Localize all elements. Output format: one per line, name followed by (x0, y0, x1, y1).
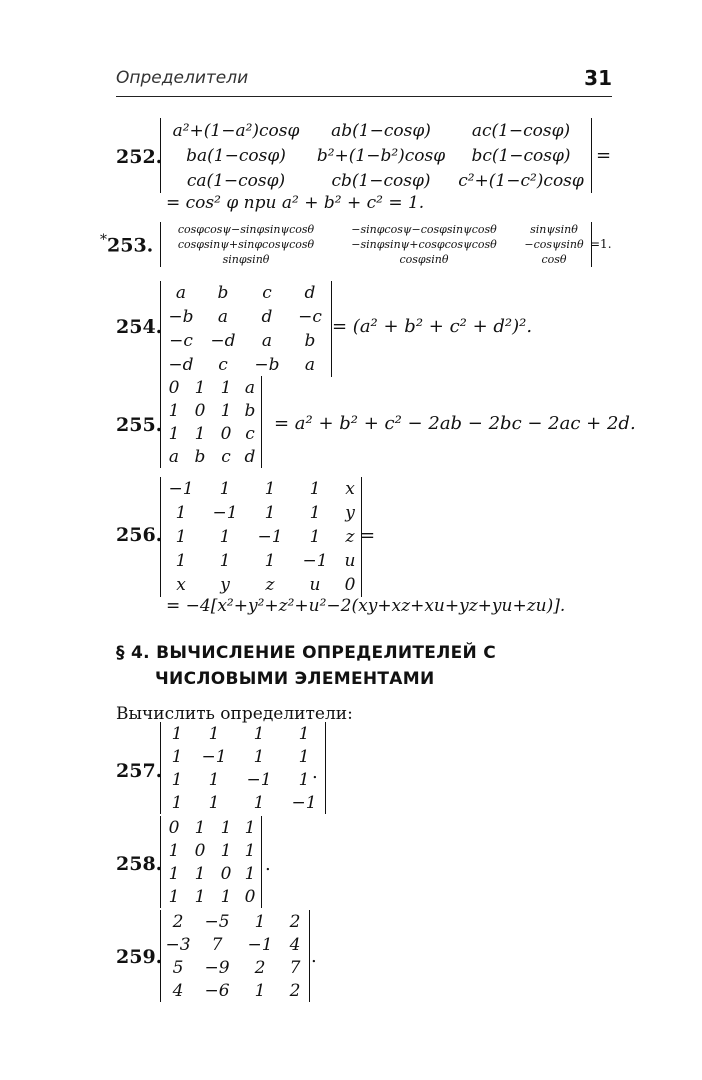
matrix-cell: y (345, 503, 355, 523)
matrix-cell: 1 (244, 863, 256, 884)
matrix-cell: 1 (208, 792, 220, 813)
determinant-255 (160, 376, 262, 468)
matrix-cell: a (261, 331, 273, 351)
matrix-cell: 1 (220, 817, 232, 838)
matrix-row (161, 979, 309, 1002)
p256-matrix (161, 477, 361, 597)
matrix-cell: 4 (289, 934, 301, 955)
matrix-cell: cosφsinψ+sinφcosψcosθ (177, 238, 315, 251)
matrix-cell: −sinφsinψ+cosφcosψcosθ (351, 238, 497, 251)
problem-number-254: 254. (116, 316, 163, 338)
p259-matrix (161, 910, 309, 1002)
matrix-cell: a (304, 355, 316, 375)
matrix-cell: sinψsinθ (530, 223, 578, 236)
matrix-row (161, 956, 309, 979)
matrix-row (161, 501, 361, 525)
matrix-cell: −6 (204, 980, 230, 1001)
matrix-cell: d (261, 307, 273, 327)
matrix-cell: c (221, 446, 231, 467)
matrix-cell: 2 (172, 911, 184, 932)
matrix-cell: y (220, 575, 230, 595)
determinant-254 (160, 281, 332, 377)
matrix-cell: 1 (253, 792, 265, 813)
matrix-cell: 1 (254, 911, 266, 932)
equation-rhs-257: . (312, 762, 318, 783)
matrix-cell: 1 (194, 886, 206, 907)
matrix-row (161, 281, 331, 305)
determinant-252 (160, 118, 592, 193)
equation-rhs-253: =1. (590, 237, 612, 251)
matrix-row (161, 399, 261, 422)
problem-number-255: 255. (116, 414, 163, 436)
matrix-cell: c (245, 423, 255, 444)
matrix-cell: bc(1−cosφ) (471, 145, 571, 166)
determinant-253 (160, 222, 592, 267)
matrix-cell: 1 (171, 723, 183, 744)
equation-continuation-256: = −4[x²+y²+z²+u²−2(xy+xz+xu+yz+yu+zu)]. (166, 596, 566, 616)
matrix-cell: 1 (168, 886, 180, 907)
matrix-row (161, 305, 331, 329)
matrix-cell: c (262, 283, 272, 303)
p253-matrix (161, 222, 591, 267)
matrix-row (161, 252, 591, 267)
matrix-cell: 1 (208, 769, 220, 790)
matrix-row (161, 329, 331, 353)
matrix-cell: −1 (168, 479, 194, 499)
matrix-row (161, 525, 361, 549)
matrix-cell: −cosψsinθ (524, 238, 584, 251)
matrix-cell: 1 (264, 503, 276, 523)
matrix-cell: a (168, 446, 180, 467)
matrix-cell: 1 (220, 886, 232, 907)
matrix-cell: −b (168, 307, 194, 327)
matrix-cell: ca(1−cosφ) (186, 170, 286, 191)
matrix-row (161, 376, 261, 399)
matrix-cell: 4 (172, 980, 184, 1001)
section-heading-line1: § 4. ВЫЧИСЛЕНИЕ ОПРЕДЕЛИТЕЛЕЙ С (116, 643, 497, 663)
equation-continuation-252: = cos² φ при a² + b² + c² = 1. (166, 193, 425, 213)
matrix-cell: 2 (289, 980, 301, 1001)
matrix-cell: 1 (244, 840, 256, 861)
matrix-cell: −1 (212, 503, 238, 523)
matrix-cell: 1 (309, 479, 321, 499)
matrix-cell: 1 (171, 792, 183, 813)
matrix-cell: a (217, 307, 229, 327)
matrix-row (161, 885, 261, 908)
matrix-cell: 1 (220, 840, 232, 861)
problem-number-256: 256. (116, 524, 163, 546)
matrix-cell: ac(1−cosφ) (471, 120, 571, 141)
p252-matrix (161, 118, 591, 193)
problem-number-258: 258. (116, 853, 163, 875)
matrix-row (161, 168, 591, 193)
matrix-cell: 1 (220, 400, 232, 421)
matrix-cell: 1 (194, 423, 206, 444)
matrix-row (161, 222, 591, 237)
matrix-row (161, 353, 331, 377)
matrix-cell: −1 (291, 792, 317, 813)
section-heading-line2: ЧИСЛОВЫМИ ЭЛЕМЕНТАМИ (155, 669, 435, 689)
determinant-259 (160, 910, 310, 1002)
matrix-row (161, 143, 591, 168)
matrix-cell: cb(1−cosφ) (331, 170, 431, 191)
matrix-cell: −5 (204, 911, 230, 932)
matrix-cell: 1 (194, 817, 206, 838)
matrix-cell: 0 (194, 400, 206, 421)
matrix-cell: −1 (247, 934, 273, 955)
matrix-cell: 1 (309, 527, 321, 547)
matrix-cell: 1 (175, 503, 187, 523)
matrix-cell: 0 (344, 575, 356, 595)
matrix-row (161, 816, 261, 839)
page-number: 31 (584, 66, 612, 90)
matrix-cell: 1 (194, 863, 206, 884)
matrix-cell: −d (168, 355, 194, 375)
matrix-row (161, 422, 261, 445)
matrix-cell: −b (254, 355, 280, 375)
determinant-257 (160, 722, 326, 814)
matrix-cell: 1 (253, 723, 265, 744)
matrix-cell: −sinφcosψ−cosφsinψcosθ (351, 223, 497, 236)
matrix-cell: u (344, 551, 356, 571)
matrix-cell: ab(1−cosφ) (331, 120, 431, 141)
matrix-cell: 1 (309, 503, 321, 523)
equation-rhs-259: . (311, 946, 317, 967)
p258-matrix (161, 816, 261, 908)
matrix-cell: −c (169, 331, 193, 351)
asterisk-mark: * (100, 232, 107, 248)
matrix-cell: −d (210, 331, 236, 351)
matrix-row (161, 791, 325, 814)
matrix-cell: 1 (264, 551, 276, 571)
matrix-cell: cosθ (541, 253, 567, 266)
problem-number-253 (100, 232, 153, 256)
matrix-cell: 1 (168, 840, 180, 861)
matrix-cell: c (218, 355, 228, 375)
matrix-cell: 1 (220, 377, 232, 398)
matrix-cell: 1 (175, 551, 187, 571)
matrix-cell: d (244, 446, 256, 467)
matrix-cell: 1 (208, 723, 220, 744)
matrix-cell: 7 (211, 934, 223, 955)
matrix-cell: 1 (171, 746, 183, 767)
matrix-row (161, 445, 261, 468)
matrix-cell: −1 (302, 551, 328, 571)
matrix-cell: 1 (219, 527, 231, 547)
p255-matrix (161, 376, 261, 468)
matrix-row (161, 862, 261, 885)
problem-number-259: 259. (116, 946, 163, 968)
running-header (116, 66, 612, 97)
matrix-cell: 1 (244, 817, 256, 838)
matrix-row (161, 477, 361, 501)
matrix-cell: −1 (246, 769, 272, 790)
matrix-cell: 1 (219, 479, 231, 499)
matrix-cell: x (176, 575, 186, 595)
matrix-cell: −1 (201, 746, 227, 767)
problem-number-252: 252. (116, 146, 163, 168)
equation-rhs-255: = a² + b² + c² − 2ab − 2bc − 2ac + 2d. (274, 413, 636, 434)
matrix-cell: b (194, 446, 206, 467)
matrix-cell: 2 (254, 957, 266, 978)
matrix-cell: b (217, 283, 229, 303)
matrix-cell: 0 (168, 817, 180, 838)
matrix-cell: b (244, 400, 256, 421)
matrix-cell: ba(1−cosφ) (186, 145, 286, 166)
matrix-cell: 0 (220, 863, 232, 884)
section-heading (116, 640, 616, 692)
matrix-cell: b (304, 331, 316, 351)
matrix-cell: d (304, 283, 316, 303)
matrix-row (161, 722, 325, 745)
matrix-row (161, 118, 591, 143)
p257-matrix (161, 722, 325, 814)
matrix-cell: 1 (168, 863, 180, 884)
matrix-cell: −c (298, 307, 322, 327)
equation-rhs-256: = (360, 525, 376, 546)
matrix-row (161, 237, 591, 252)
matrix-cell: 1 (175, 527, 187, 547)
matrix-row (161, 768, 325, 791)
matrix-cell: −3 (165, 934, 191, 955)
matrix-cell: 1 (298, 723, 310, 744)
matrix-row (161, 839, 261, 862)
matrix-cell: 0 (220, 423, 232, 444)
intro-text: Вычислить определители: (116, 704, 353, 724)
matrix-cell: z (265, 575, 275, 595)
matrix-cell: a²+(1−a²)cosφ (172, 120, 300, 141)
equation-rhs-252: = (596, 145, 612, 166)
matrix-cell: 5 (172, 957, 184, 978)
matrix-cell: 1 (171, 769, 183, 790)
matrix-cell: 1 (253, 746, 265, 767)
matrix-row (161, 549, 361, 573)
problem-number-257: 257. (116, 760, 163, 782)
matrix-row (161, 910, 309, 933)
matrix-cell: 7 (289, 957, 301, 978)
matrix-cell: 1 (168, 400, 180, 421)
matrix-cell: −1 (257, 527, 283, 547)
matrix-cell: 1 (219, 551, 231, 571)
equation-rhs-258: . (265, 854, 271, 875)
matrix-cell: z (345, 527, 355, 547)
matrix-cell: 1 (298, 746, 310, 767)
equation-rhs-254: = (a² + b² + c² + d²)². (332, 316, 533, 337)
matrix-cell: u (309, 575, 321, 595)
determinant-256 (160, 477, 362, 597)
matrix-cell: −9 (204, 957, 230, 978)
matrix-cell: x (345, 479, 355, 499)
chapter-title: Определители (116, 68, 249, 88)
matrix-cell: 0 (194, 840, 206, 861)
matrix-cell: sinφsinθ (222, 253, 270, 266)
matrix-cell: 1 (168, 423, 180, 444)
matrix-cell: a (244, 377, 256, 398)
problem-number-253-label: 253. (107, 234, 154, 257)
matrix-cell: 1 (264, 479, 276, 499)
matrix-cell: cosφcosψ−sinφsinψcosθ (177, 223, 315, 236)
matrix-row (161, 573, 361, 597)
matrix-cell: 0 (244, 886, 256, 907)
matrix-cell: 1 (194, 377, 206, 398)
determinant-258 (160, 816, 262, 908)
matrix-cell: 1 (254, 980, 266, 1001)
matrix-cell: b²+(1−b²)cosφ (316, 145, 446, 166)
matrix-row (161, 933, 309, 956)
matrix-cell: c²+(1−c²)cosφ (458, 170, 584, 191)
matrix-cell: 0 (168, 377, 180, 398)
matrix-cell: 1 (298, 769, 310, 790)
matrix-cell: a (175, 283, 187, 303)
matrix-cell: cosφsinθ (399, 253, 449, 266)
matrix-row (161, 745, 325, 768)
matrix-cell: 2 (289, 911, 301, 932)
p254-matrix (161, 281, 331, 377)
